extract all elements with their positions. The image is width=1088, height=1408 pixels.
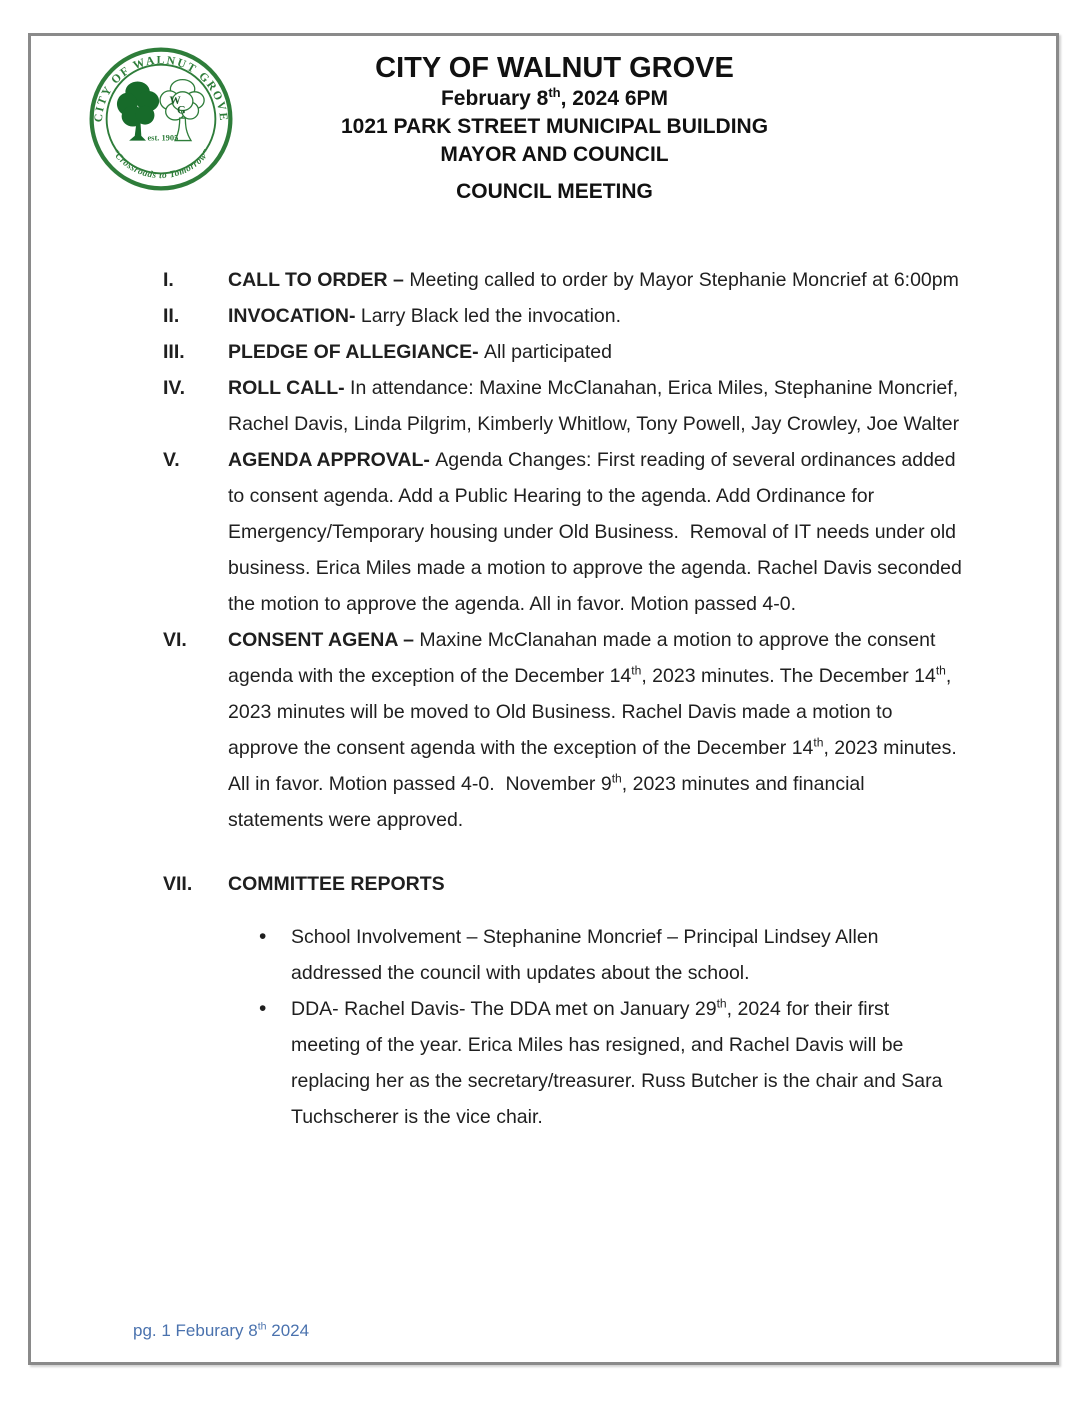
seal-monogram-g: G (176, 104, 186, 117)
seal-monogram-w: W (169, 95, 181, 107)
committee-reports-list (228, 919, 963, 1135)
item-text: Agenda Changes: First reading of several ordinances added to consent agenda. Add a Public Hearing to the agenda. Add Ordinance for Emergency/Temporary housing under Old Business. Removal of IT needs under old business. Erica Miles made a motion to approve the agenda. Rachel Davis seconded the motion to approve the agenda. All in favor. Motion passed 4-0. (228, 449, 962, 615)
item-text: In attendance: Maxine McClanahan, Erica Miles, Stephanine Moncrief, Rachel Davis, Linda Pilgrim, Kimberly Whitlow, Tony Powell, Jay Crowley, Joe Walter (228, 377, 960, 435)
item-label: CALL TO ORDER – (228, 269, 410, 291)
item-label: INVOCATION- (228, 305, 361, 327)
item-body (228, 262, 963, 298)
header-meeting-line: COUNCIL MEETING (456, 180, 653, 203)
agenda-item-agenda-approval (163, 442, 963, 622)
item-body (228, 298, 963, 334)
agenda-item-consent-agenda (163, 622, 963, 838)
item-body (228, 370, 963, 442)
seal-top-arc-text: CITY OF WALNUT GROVE (91, 53, 231, 123)
item-numeral: V. (163, 449, 180, 471)
item-numeral: I. (163, 269, 174, 291)
item-text: All participated (484, 341, 612, 363)
bullet-text: School Involvement – Stephanine Moncrief – Principal Lindsey Allen addressed the council with updates about the school. (291, 926, 879, 984)
item-label: PLEDGE OF ALLEGIANCE- (228, 341, 485, 363)
header-mayor-council-line: MAYOR AND COUNCIL (440, 143, 669, 166)
header-date-line: February 8th, 2024 6PM (440, 85, 669, 110)
document-page (28, 33, 1059, 1365)
item-label: COMMITTEE REPORTS (228, 873, 445, 895)
item-body (228, 866, 963, 1135)
seal-bottom-arc-text: “Crossroads to Tomorrow” (109, 147, 213, 182)
header-address-line: 1021 PARK STREET MUNICIPAL BUILDING (340, 115, 769, 138)
committee-report-dda (291, 991, 963, 1135)
item-numeral: II. (163, 305, 180, 327)
item-body (228, 334, 963, 370)
item-body (228, 442, 963, 622)
item-numeral: IV. (163, 377, 186, 399)
agenda-item-roll-call (163, 370, 963, 442)
item-label: ROLL CALL- (228, 377, 351, 399)
item-text: Meeting called to order by Mayor Stephanie Moncrief at 6:00pm (409, 269, 959, 291)
agenda-item-committee-reports (163, 866, 963, 1135)
footer-page-number: pg. 1 Feburary 8th 2024 (133, 1320, 310, 1340)
agenda-list (163, 262, 963, 1135)
item-label: CONSENT AGENA – (228, 629, 420, 651)
item-text: Larry Black led the invocation. (360, 305, 622, 327)
agenda-item-invocation (163, 298, 963, 334)
agenda-item-call-to-order (163, 262, 963, 298)
item-body (228, 622, 963, 838)
bullet-text: DDA- Rachel Davis- The DDA met on January 29th, 2024 for their first meeting of the year. Erica Miles has resigned, and Rachel Davis will be replacing her as the secretary/treasurer. Russ Butcher is the chair and Sara Tuchscherer is the vice chair. (291, 996, 943, 1128)
item-numeral: VI. (163, 629, 187, 651)
page-title: CITY OF WALNUT GROVE (375, 52, 734, 84)
item-text: Maxine McClanahan made a motion to approve the consent agenda with the exception of the December 14th, 2023 minutes. The December 14th, 2023 minutes will be moved to Old Business. Rachel Davis made a motion to approve the consent agenda with the exception of the December 14th, 2023 minutes. All in favor. Motion passed 4-0. November 9th, 2023 minutes and financial statements were approved. (228, 629, 957, 831)
page-footer (133, 1320, 309, 1342)
item-numeral: III. (163, 341, 185, 363)
item-numeral: VII. (163, 873, 193, 895)
seal-est-text: est. 1905 (147, 132, 179, 143)
document-header (31, 52, 1056, 206)
agenda-item-pledge (163, 334, 963, 370)
item-label: AGENDA APPROVAL- (228, 449, 436, 471)
committee-report-school (291, 919, 963, 991)
